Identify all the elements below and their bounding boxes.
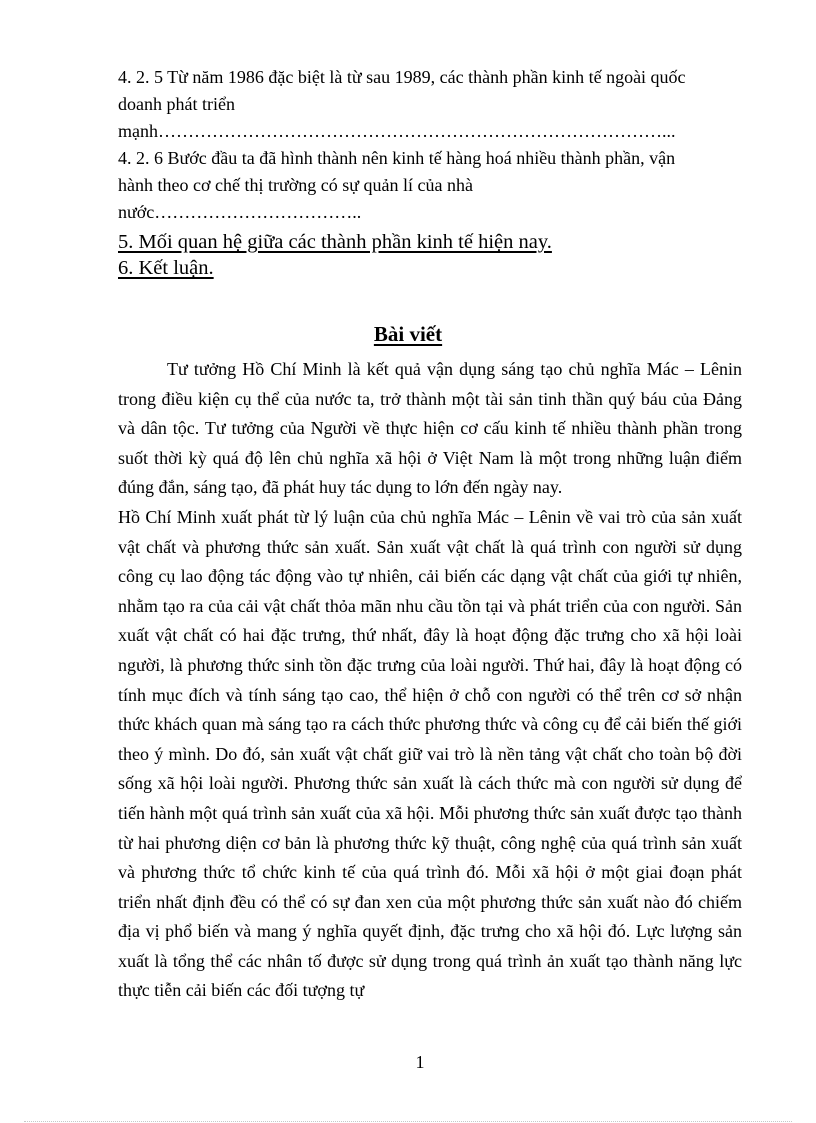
toc-item-4-2-5-line-2: doanh phát triển	[118, 94, 235, 114]
toc-item-4-2-6-line-3: nước……………………………..	[118, 202, 362, 222]
toc-item-4-2-6-line-2: hành theo cơ chế thị trường có sự quản lí của nhà	[118, 175, 473, 195]
page-number: 1	[415, 1052, 425, 1072]
toc-item-4-2-6-line-1: 4. 2. 6 Bước đầu ta đã hình thành nên kinh tế hàng hoá nhiều thành phần, vận	[118, 148, 676, 168]
toc-item-4-2-5-line-3: mạnh…………………………………………………………………………...	[118, 121, 676, 141]
article-paragraph-2: Hồ Chí Minh xuất phát từ lý luận của chủ nghĩa Mác – Lênin về vai trò của sản xuất vật chất và phương thức sản xuất. Sản xuất vật chất là quá trình con người sử dụng công cụ lao động tác động vào tự nhiên, cải biến các dạng vật chất của giới tự nhiên, nhằm tạo ra của cải vật chất thỏa mãn nhu cầu tồn tại và phát triển của con người. Sản xuất vật chất có hai đặc trưng, thứ nhất, đây là hoạt động đặc trưng cho xã hội loài người, là phương thức sinh tồn đặc trưng của loài người. Thứ hai, đây là hoạt động có tính mục đích và tính sáng tạo cao, thể hiện ở chỗ con người có thể trên cơ sở nhận thức khách quan mà sáng tạo ra cách thức phương thức và công cụ để cải biến thế giới theo ý mình. Do đó, sản xuất vật chất giữ vai trò là nền tảng vật chất cho toàn bộ đời sống xã hội loài người. Phương thức sản xuất là cách thức mà con người sử dụng để tiến hành một quá trình sản xuất của xã hội. Mỗi phương thức sản xuất được tạo thành từ hai phương diện cơ bản là phương thức kỹ thuật, công nghệ của quá trình sản xuất và phương thức tổ chức kinh tế của quá trình đó. Mỗi xã hội ở một giai đoạn phát triển nhất định đều có thể có sự đan xen của một phương thức sản xuất nào đó chiếm địa vị phổ biến và mang ý nghĩa quyết định, đặc trưng cho xã hội đó. Lực lượng sản xuất là tổng thể các nhân tố được sử dụng trong quá trình ản xuất tạo thành năng lực thực tiễn cải biến các đối tượng tự	[118, 506, 742, 1001]
article-title: Bài viết	[373, 322, 443, 346]
table-of-contents	[118, 64, 718, 281]
toc-item-4-2-5-line-1: 4. 2. 5 Từ năm 1986 đặc biệt là từ sau 1989, các thành phần kinh tế ngoài quốc	[118, 67, 686, 87]
article-paragraph-1: Tư tưởng Hồ Chí Minh là kết quả vận dụng sáng tạo chủ nghĩa Mác – Lênin trong điều kiện cụ thể của nước ta, trở thành một tài sản tinh thần quý báu của Đảng và dân tộc. Tư tưởng của Người về thực hiện cơ cấu kinh tế nhiều thành phần trong suốt thời kỳ quá độ lên chủ nghĩa xã hội ở Việt Nam là một trong những luận điểm đúng đắn, sáng tạo, đã phát huy tác dụng to lớn đến ngày nay.	[118, 359, 742, 498]
article-body	[118, 355, 742, 1006]
page-bottom-divider	[24, 1121, 792, 1122]
toc-item-5: 5. Mối quan hệ giữa các thành phần kinh tế hiện nay.	[118, 231, 552, 253]
toc-item-6: 6. Kết luận.	[118, 257, 214, 279]
